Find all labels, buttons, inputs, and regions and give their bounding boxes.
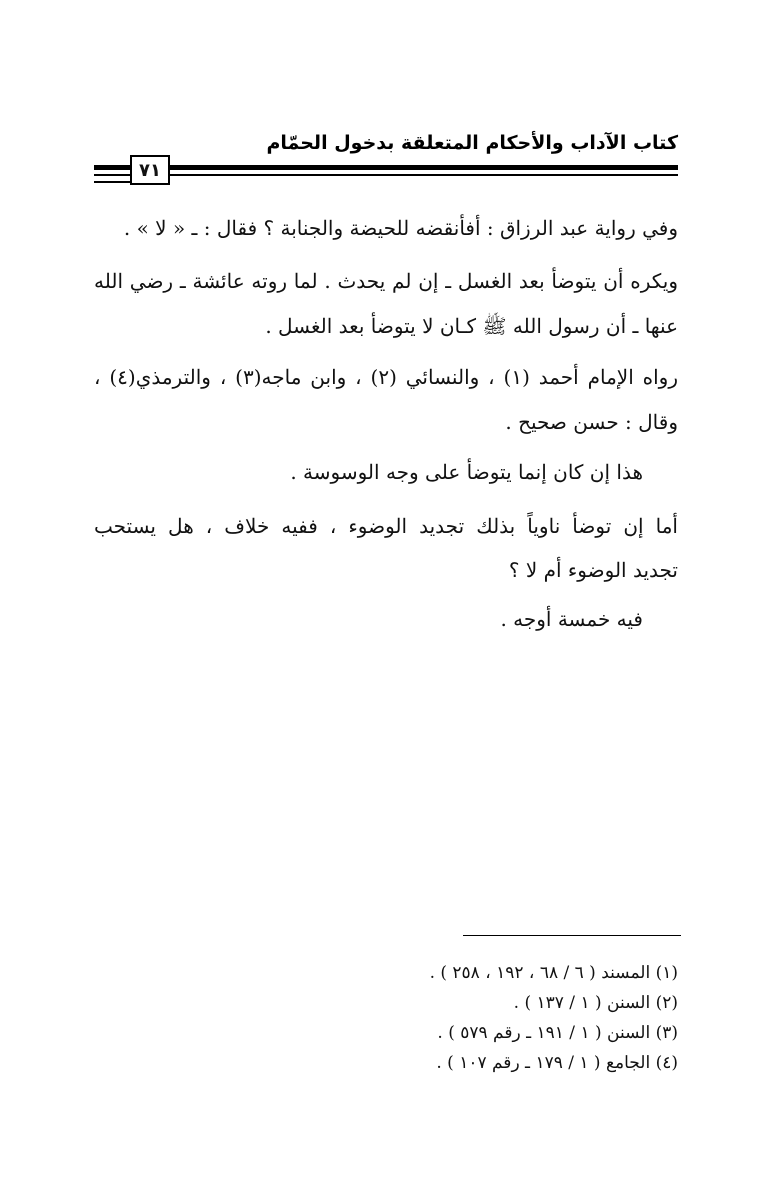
header-rule-left-1 <box>94 165 130 170</box>
header-rule-thick <box>170 165 678 170</box>
footnote: (٢) السنن ( ١ / ١٣٧ ) . <box>513 993 678 1013</box>
header-rule-left-3 <box>94 181 130 183</box>
footnote-separator <box>463 935 681 936</box>
text-line: وفي رواية عبد الرزاق : أفأنقضه للحيضة والجنابة ؟ فقال : ـ « لا » . <box>123 216 678 240</box>
text-line: هذا إن كان إنما يتوضأ على وجه الوسوسة . <box>290 460 643 484</box>
text-line: أما إن توضأ ناوياً بذلك تجديد الوضوء ، ففيه خلاف ، هل يستحب <box>94 514 678 538</box>
footnote: (١) المسند ( ٦ / ٦٨ ، ١٩٢ ، ٢٥٨ ) . <box>429 963 678 983</box>
header-rule-left-2 <box>94 174 130 176</box>
text-line: فيه خمسة أوجه . <box>500 607 643 631</box>
page-number: ٧١ <box>130 155 170 185</box>
running-header-title: كتاب الآداب والأحكام المتعلقة بدخول الحمّام <box>266 132 678 154</box>
text-line: وقال : حسن صحيح . <box>505 410 678 434</box>
text-line: تجديد الوضوء أم لا ؟ <box>508 558 678 582</box>
header-rule-thin <box>170 174 678 176</box>
text-line: عنها ـ أن رسول الله ﷺ كـان لا يتوضأ بعد الغسل . <box>265 314 678 338</box>
footnote: (٤) الجامع ( ١ / ١٧٩ ـ رقم ١٠٧ ) . <box>436 1053 678 1073</box>
footnote: (٣) السنن ( ١ / ١٩١ ـ رقم ٥٧٩ ) . <box>437 1023 678 1043</box>
text-line: ويكره أن يتوضأ بعد الغسل ـ إن لم يحدث . لما روته عائشة ـ رضي الله <box>94 269 678 293</box>
text-line: رواه الإمام أحمد (١) ، والنسائي (٢) ، وابن ماجه(٣) ، والترمذي(٤) ، <box>94 365 678 389</box>
